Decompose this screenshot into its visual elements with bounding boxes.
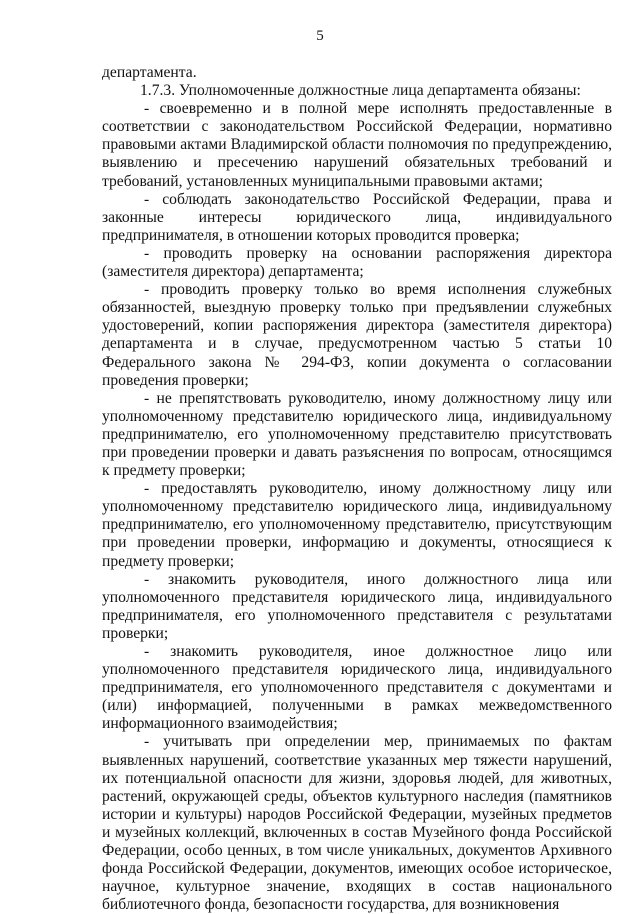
list-item: - своевременно и в полной мере исполнять предоставленные в соответствии с законодательством Российской Федерации, нормативно правовыми актами Владимирской области полномочия по предупреждению, выявлению и пресечению нарушений обязательных требований и требований, установленных муниципальными правовыми актами; <box>102 100 612 190</box>
list-item: - предоставлять руководителю, иному должностному лицу или уполномоченному представителю юридического лица, индивидуальному предпринимателю, его уполномоченному представителю, присутствующим при проведении проверки, информацию и документы, относящиеся к предмету проверки; <box>102 480 612 570</box>
list-item: - знакомить руководителя, иное должностное лицо или уполномоченного представителя юридического лица, индивидуального предпринимателя, его уполномоченного представителя с документами и (или) информацией, полученными в рамках межведомственного информационного взаимодействия; <box>102 643 612 733</box>
list-item: - знакомить руководителя, иного должностного лица или уполномоченного представителя юридического лица, индивидуального предпринимателя, его уполномоченного представителя с результатами проверки; <box>102 570 612 642</box>
list-item: - не препятствовать руководителю, иному должностному лицу или уполномоченному представителю юридического лица, индивидуальному предпринимателю, его уполномоченному представителю присутствовать при проведении проверки и давать разъяснения по вопросам, относящимся к предмету проверки; <box>102 389 612 480</box>
list-item: - соблюдать законодательство Российской Федерации, права и законные интересы юридического лица, индивидуального предпринимателя, в отношении которых проводится проверка; <box>102 190 612 244</box>
clause-heading: 1.7.3. Уполномоченные должностные лица департамента обязаны: <box>140 82 581 100</box>
list-item: - проводить проверку только во время исполнения служебных обязанностей, выездную проверку только при предъявлении служебных удостоверений, копии распоряжения директора (заместителя директора) департамента и в случае, предусмотренном частью 5 статьи 10 Федерального закона № 294-ФЗ, копии документа о согласовании проведения проверки; <box>102 281 612 389</box>
paragraph-continuation: департамента. <box>102 64 197 81</box>
list-item: - проводить проверку на основании распоряжения директора (заместителя директора) департамента; <box>102 244 612 281</box>
page-number: 5 <box>316 28 324 44</box>
document-body <box>102 64 612 914</box>
list-item: - учитывать при определении мер, принимаемых по фактам выявленных нарушений, соответствие указанных мер тяжести нарушений, их потенциальной опасности для жизни, здоровья людей, для животных, растений, окружающей среды, объектов культурного наследия (памятников истории и культуры) народов Российской Федерации, музейных предметов и музейных коллекций, включенных в состав Музейного фонда Российской Федерации, особо ценных, в том числе уникальных, документов Архивного фонда Российской Федерации, документов, имеющих особое историческое, научное, культурное значение, входящих в состав национального библиотечного фонда, безопасности государства, для возникновения <box>102 733 612 914</box>
